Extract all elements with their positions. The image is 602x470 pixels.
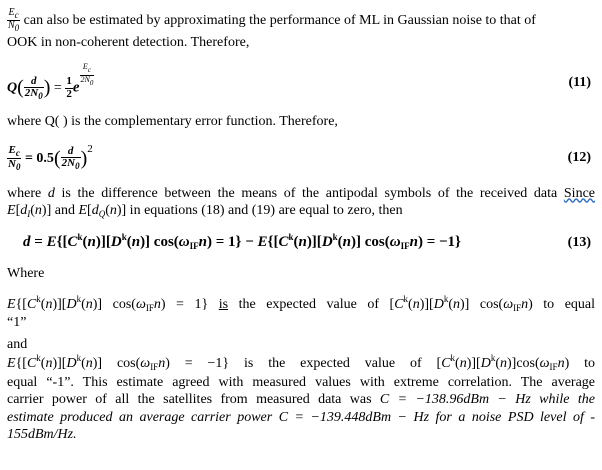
definition-2-line-4: estimate produced an average carrier power C = −139.448dBm − Hz for a noise PSD level of - — [7, 409, 595, 425]
ec-n0-fraction: $\frac{Ec}{N0}$ — [8, 7, 20, 34]
intro-line-2: OOK in non-coherent detection. Therefore, — [7, 34, 250, 50]
paragraph-after-eq11: where Q( ) is the complementary error function. Therefore, — [7, 114, 338, 130]
paragraph-where-d — [7, 185, 595, 203]
definition-2-line-2: equal “-1”. This estimate agreed with measured values with extreme correlation. The average — [7, 374, 595, 390]
where-d-text-b: is the difference between the means of the antipodal symbols of the received data — [54, 185, 564, 201]
equation-13 — [7, 232, 595, 252]
definition-1: $E\{[C^k(n)][D^k(n)] \cos(\omega_{IF}n) = 1\}$ is the expected value of $[C^k(n)][D^k(n)]$ $\cos(\omega_{IF}n)$ to equal — [7, 294, 596, 314]
equation-11-expression: Q( $\frac{d}{2N_0}$ ) = $\frac{1}{2}$ e $\frac{Ec}{2N0}$ — [7, 62, 94, 102]
and-label: and — [7, 336, 28, 352]
intro-paragraph — [7, 8, 595, 34]
where-d-variable: d — [47, 185, 55, 201]
definition-2-line-3-b: C = −138.96dBm − Hz while the — [379, 392, 595, 408]
document-body — [7, 8, 595, 444]
paragraph-equal-zero: $E[d_I(n)]$ and $E[d_Q(n)]$ in equations (18) and (19) are equal to zero, then — [7, 203, 403, 220]
equation-13-number: (13) — [567, 234, 591, 250]
intro-line-1: can also be estimated by approximating the performance of ML in Gaussian noise to that of — [20, 13, 536, 29]
equation-12 — [7, 143, 595, 173]
definition-2-line-3-a: carrier power of all the satellites from measured data was — [7, 392, 380, 408]
where-label: Where — [7, 265, 45, 281]
definition-1-value: “1” — [7, 315, 27, 331]
equation-12-expression: $\frac{E_c}{N_0}$ = 0.5( $\frac{d}{2N_0}$ )$^2$ — [8, 142, 93, 173]
where-d-since: Since — [563, 185, 595, 201]
definition-2-line-3 — [7, 391, 595, 409]
definition-2-line-1: $E\{[C^k(n)][D^k(n)] \cos(\omega_{IF}n) = -1\}$ is the expected value of $[C^k(n)][D^k(n)]\cos(\omega_{IF}n)$ to — [7, 353, 595, 373]
equation-13-expression: $d = E\{[C^k(n)][D^k(n)] \cos(\omega_{IF}n) = 1\} - E\{[C^k(n)][D^k(n)] \cos(\omega_{IF}n) = -1\}$ — [23, 232, 461, 252]
equation-11 — [7, 63, 595, 101]
where-d-text-a: where — [7, 185, 48, 201]
equation-12-number: (12) — [567, 150, 591, 166]
equation-11-number: (11) — [568, 74, 591, 90]
definition-2-line-5: 155dBm/Hz. — [7, 427, 77, 443]
